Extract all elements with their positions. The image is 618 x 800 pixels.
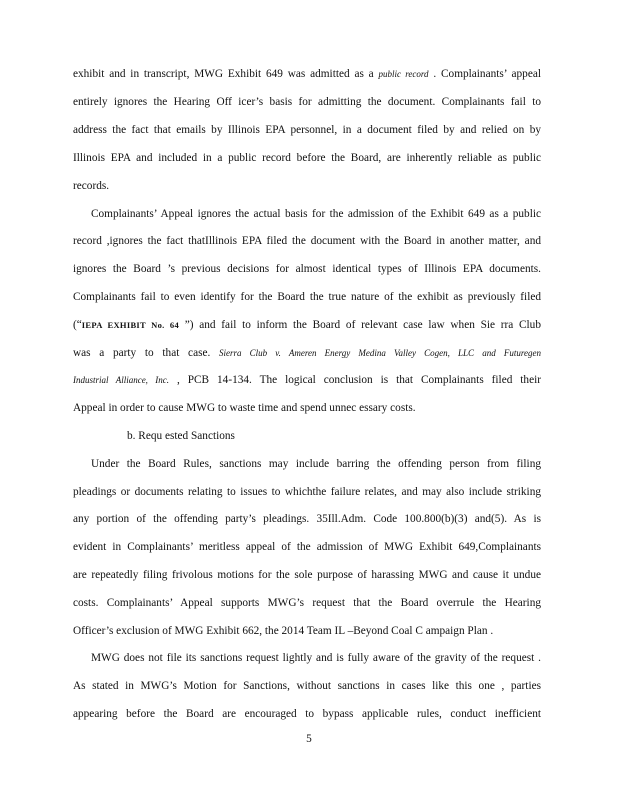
paragraph-first-line: Complainants’ Appeal ignores the actual basis for the admission of the Exhibit 649 as a public (91, 208, 541, 220)
text-line: records. (73, 180, 110, 192)
text-line: record ,ignores the fact thatIllinois EPA filed the document with the Board in another matter, and (73, 235, 541, 247)
text-line: pleadings or documents relating to issues to whichthe failure relates, and may also include striking (73, 486, 541, 498)
section-heading: b. Requ ested Sanctions (127, 430, 235, 442)
paragraph-first-line: Under the Board Rules, sanctions may include barring the offending person from filing (91, 458, 541, 470)
text-line: Officer’s exclusion of MWG Exhibit 662, the 2014 Team IL –Beyond Coal C ampaign Plan . (73, 625, 494, 637)
text-line: Appeal in order to cause MWG to waste time and spend unnec essary costs. (73, 402, 416, 414)
text-line: exhibit and in transcript, MWG Exhibit 649 was admitted as a public record . Complainants’ appeal (73, 68, 541, 80)
text-line: costs. Complainants’ Appeal supports MWG’s request that the Board overrule the Hearing (73, 597, 541, 609)
text-line: As stated in MWG’s Motion for Sanctions, without sanctions in cases like this one , parties (73, 680, 541, 692)
paragraph-first-line: MWG does not file its sanctions request lightly and is fully aware of the gravity of the request . (91, 652, 541, 664)
text-line: Complainants fail to even identify for the Board the true nature of the exhibit as previously filed (73, 291, 541, 303)
text-line: address the fact that emails by Illinois EPA personnel, in a document filed by and relied on by (73, 124, 541, 136)
text-line: was a party to that case. Sierra Club v. Ameren Energy Medina Valley Cogen, LLC and Futuregen (73, 347, 541, 359)
text-line: ignores the Board ’s previous decisions for almost identical types of Illinois EPA documents. (73, 263, 541, 275)
text-line: Illinois EPA and included in a public record before the Board, are inherently reliable as public (73, 152, 541, 164)
text-line: evident in Complainants’ meritless appeal of the admission of MWG Exhibit 649,Complainants (73, 541, 541, 553)
text-line: (“IEPA EXHIBIT No. 64 ”) and fail to inform the Board of relevant case law when Sie rra Club (73, 319, 541, 331)
text-line: are repeatedly filing frivolous motions for the sole purpose of harassing MWG and cause it undue (73, 569, 541, 581)
page-number: 5 (306, 733, 312, 745)
text-line: Industrial Alliance, Inc. , PCB 14-134. The logical conclusion is that Complainants filed their (73, 374, 541, 386)
text-line: any portion of the offending party’s pleadings. 35Ill.Adm. Code 100.800(b)(3) and(5). As is (73, 513, 541, 525)
text-line: appearing before the Board are encouraged to bypass applicable rules, conduct inefficient (73, 708, 541, 720)
text-line: entirely ignores the Hearing Off icer’s basis for admitting the document. Complainants fail to (73, 96, 541, 108)
